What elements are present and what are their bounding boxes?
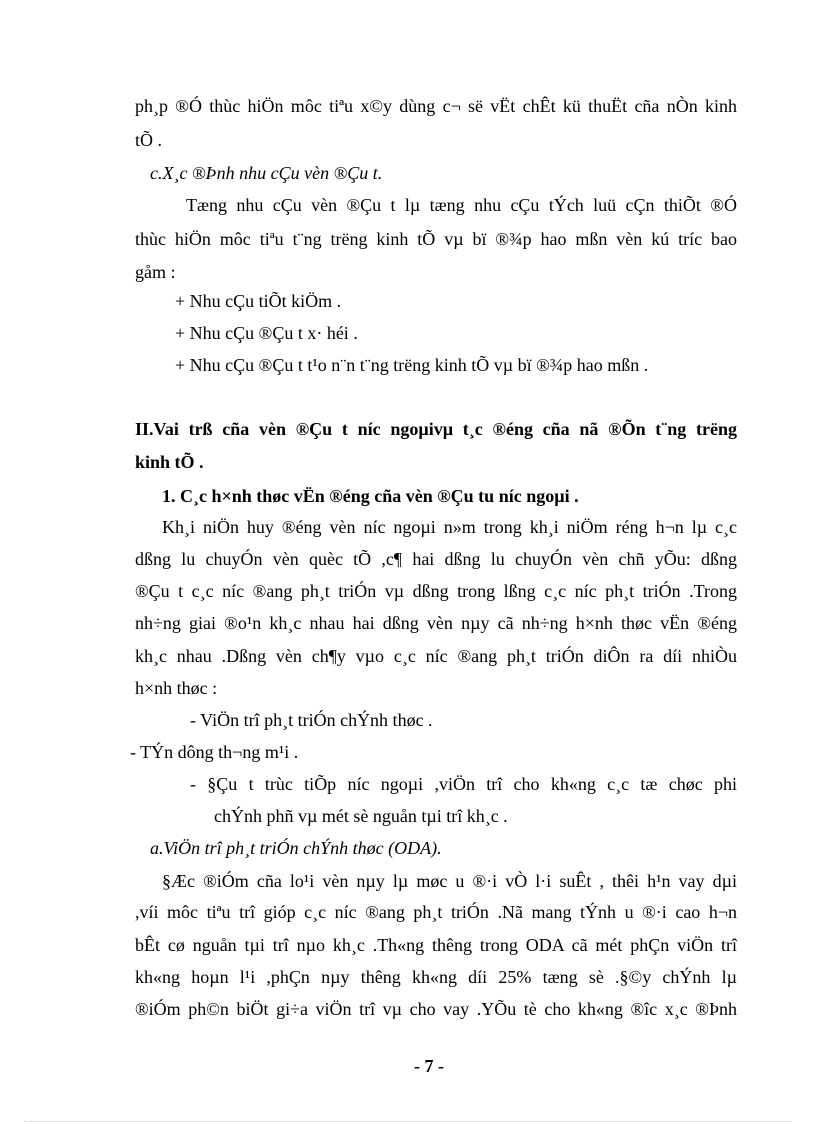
- list-item: chÝnh phñ vµ mét sè nguån tµi trî kh¸c .: [214, 806, 508, 826]
- paragraph-line: ph¸p ®Ó thùc hiÖn môc tiªu x©y dùng c¬ së vËt chÊt kü thuËt cña nÒn kinh: [135, 96, 737, 116]
- section-heading: kinh tÕ .: [135, 452, 204, 472]
- paragraph-line: bÊt cø nguån tµi trî nµo kh¸c .Th«ng thêng trong ODA cã mét phÇn viÖn trî: [135, 935, 737, 955]
- paragraph-line: ®Çu t c¸c níc ®ang ph¸t triÓn vµ dßng trong lßng c¸c níc ph¸t triÓn .Trong: [135, 581, 737, 601]
- list-item: + Nhu cÇu tiÕt kiÖm .: [175, 291, 342, 311]
- list-item: - ViÖn trî ph¸t triÓn chÝnh thøc .: [190, 710, 433, 730]
- list-item: + Nhu cÇu ®Çu t t¹o n¨n t¨ng trëng kinh tÕ vµ bï ®¾p hao mßn .: [175, 355, 649, 375]
- paragraph-line: Tæng nhu cÇu vèn ®Çu t lµ tæng nhu cÇu tÝch luü cÇn thiÕt ®Ó: [186, 195, 737, 215]
- subheading-a: a.ViÖn trî ph¸t triÓn chÝnh thøc (ODA).: [150, 838, 442, 858]
- paragraph-line: kh«ng hoµn l¹i ,phÇn nµy thêng kh«ng díi 25% tæng sè .§©y chÝnh lµ: [135, 967, 737, 987]
- paragraph-line: ®iÓm ph©n biÖt gi÷a viÖn trî vµ cho vay .YÕu tè cho kh«ng ®îc x¸c ®Þnh: [135, 999, 737, 1019]
- paragraph-line: dßng lu chuyÓn vèn quèc tÕ ,c¶ hai dßng lu chuyÓn vèn chñ yÕu: dßng: [135, 549, 737, 569]
- page-bottom-divider: [24, 1121, 792, 1122]
- paragraph-line: nh÷ng giai ®o¹n kh¸c nhau hai dßng vèn nµy cã nh÷ng h×nh thøc vËn ®éng: [135, 613, 737, 633]
- list-item: - §Çu t trùc tiÕp níc ngoµi ,viÖn trî cho kh«ng c¸c tæ chøc phi: [190, 774, 737, 794]
- subsection-heading: 1. C¸c h×nh thøc vËn ®éng cña vèn ®Çu tu níc ngoµi .: [162, 486, 579, 506]
- paragraph-line: thùc hiÖn môc tiªu t¨ng trëng kinh tÕ vµ bï ®¾p hao mßn vèn kú tríc bao: [135, 229, 737, 249]
- paragraph-line: h×nh thøc :: [135, 678, 218, 698]
- list-item: + Nhu cÇu ®Çu t x· héi .: [175, 323, 358, 343]
- paragraph-line: §Æc ®iÓm cña lo¹i vèn nµy lµ møc u ®·i vÒ l·i suÊt , thêi h¹n vay dµi: [162, 871, 737, 891]
- subheading-c: c.X¸c ®Þnh nhu cÇu vèn ®Çu t.: [150, 163, 383, 183]
- paragraph-line: tÕ .: [135, 130, 162, 150]
- section-heading: II.Vai trß cña vèn ®Çu t níc ngoµivµ t¸c ®éng cña nã ®Õn t¨ng trëng: [135, 419, 737, 439]
- page-number: - 7 -: [414, 1056, 444, 1076]
- paragraph-line: gåm :: [135, 262, 176, 282]
- paragraph-line: Kh¸i niÖn huy ®éng vèn níc ngoµi n»m trong kh¸i niÖm réng h¬n lµ c¸c: [162, 517, 737, 537]
- paragraph-line: kh¸c nhau .Dßng vèn ch¶y vµo c¸c níc ®ang ph¸t triÓn diÔn ra díi nhiÒu: [135, 646, 737, 666]
- list-item: - TÝn dông th¬ng m¹i .: [130, 742, 299, 762]
- paragraph-line: ,víi môc tiªu trî gióp c¸c níc ®ang ph¸t triÓn .Nã mang tÝnh u ®·i cao h¬n: [135, 902, 737, 922]
